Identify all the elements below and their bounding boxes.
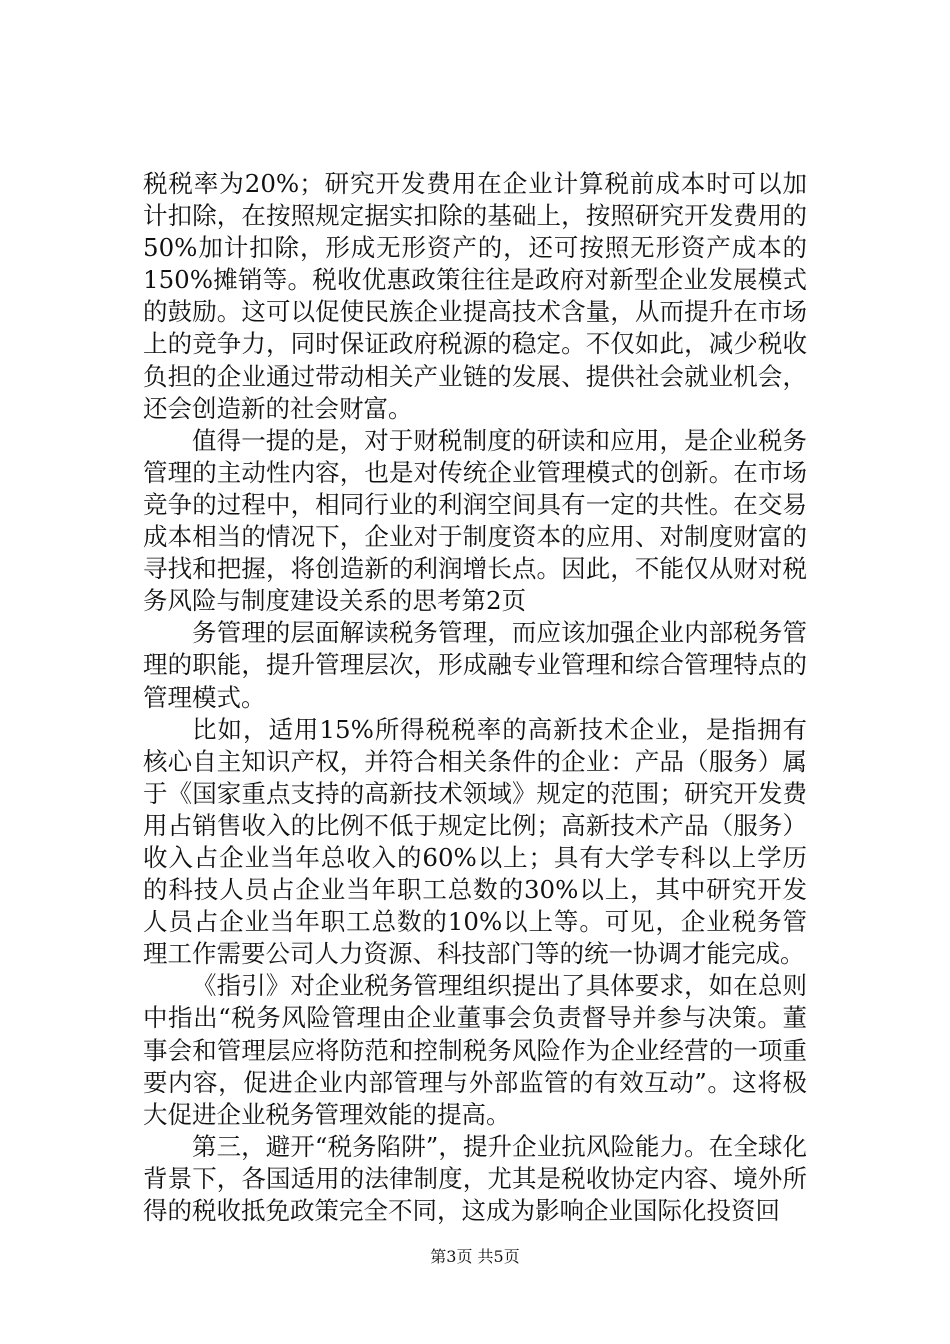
- paragraph-6: 第三，避开“税务陷阱”，提升企业抗风险能力。在全球化背景下，各国适用的法律制度，尤其是税收协定内容、境外所得的税收抵免政策完全不同，这成为影响企业国际化投资回: [143, 1131, 807, 1225]
- page-footer: 第3页 共5页: [430, 1247, 520, 1266]
- paragraph-4: 比如，适用15%所得税税率的高新技术企业，是指拥有核心自主知识产权，并符合相关条件的企业：产品（服务）属于《国家重点支持的高新技术领域》规定的范围；研究开发费用占销售收入的比例不低于规定比例；高新技术产品（服务）收入占企业当年总收入的60%以上；具有大学专科以上学历的科技人员占企业当年职工总数的30%以上，其中研究开发人员占企业当年职工总数的10%以上等。可见，企业税务管理工作需要公司人力资源、科技部门等的统一协调才能完成。: [143, 714, 807, 969]
- paragraph-1: 税税率为20%；研究开发费用在企业计算税前成本时可以加计扣除，在按照规定据实扣除的基础上，按照研究开发费用的50%加计扣除，形成无形资产的，还可按照无形资产成本的150%摊销等。税收优惠政策往往是政府对新型企业发展模式的鼓励。这可以促使民族企业提高技术含量，从而提升在市场上的竞争力，同时保证政府税源的稳定。不仅如此，减少税收负担的企业通过带动相关产业链的发展、提供社会就业机会，还会创造新的社会财富。: [143, 169, 807, 423]
- paragraph-2: 值得一提的是，对于财税制度的研读和应用，是企业税务管理的主动性内容，也是对传统企业管理模式的创新。在市场竞争的过程中，相同行业的利润空间具有一定的共性。在交易成本相当的情况下，企业对于制度资本的应用、对制度财富的寻找和把握，将创造新的利润增长点。因此，不能仅从财对税务风险与制度建设关系的思考第2页: [143, 425, 807, 616]
- paragraph-3: 务管理的层面解读税务管理，而应该加强企业内部税务管理的职能，提升管理层次，形成融专业管理和综合管理特点的管理模式。: [143, 618, 807, 712]
- document-body: [143, 168, 807, 1227]
- paragraph-5: 《指引》对企业税务管理组织提出了具体要求，如在总则中指出“税务风险管理由企业董事会负责督导并参与决策。董事会和管理层应将防范和控制税务风险作为企业经营的一项重要内容，促进企业内部管理与外部监管的有效互动”。这将极大促进企业税务管理效能的提高。: [143, 971, 807, 1129]
